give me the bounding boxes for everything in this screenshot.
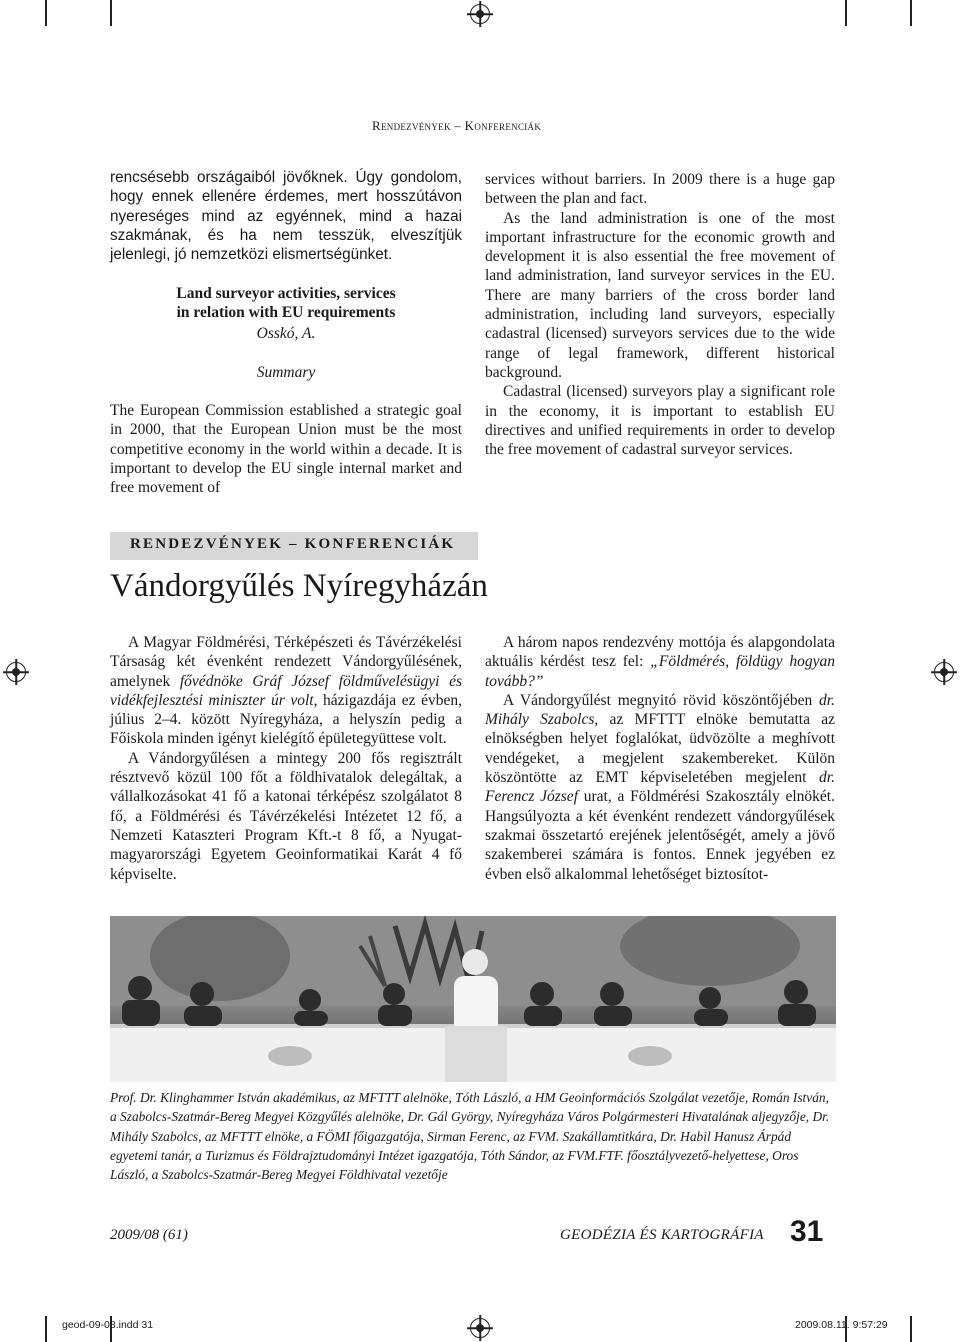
conference-panel-photo [110, 916, 836, 1082]
article-text: urat, a Földmérési Szakosztály elnökét. Hangsúlyozta a két évenként rendezett vándorgyűlések szakmai összetartó erejének jelentőségét, amely a jövő szakemberei számára is fontos. Ennek jegyében ez évben első alkalommal lehetőséget biztosítot- [485, 788, 835, 883]
footer-issue: 2009/08 (61) [110, 1227, 188, 1243]
crop-mark [110, 0, 112, 26]
crop-mark [910, 1316, 912, 1342]
crop-mark [845, 0, 847, 26]
article-title: Vándorgyűlés Nyíregyházán [110, 568, 488, 604]
article-text: , házigazdája ez évben, július 2–4. között Nyíregyháza, a helyszín pedig a Főiskola minden igényt kielégítő épületegyüttese volt. [110, 691, 462, 748]
summary-label: Summary [256, 363, 316, 381]
photo-caption: Prof. Dr. Klinghammer István akadémikus, az MFTTT alelnöke, Tóth László, a HM Geoinformációs Szolgálat vezetője, Román István, a Szabolcs-Szatmár-Bereg Megyei Közgyűlés alelnöke, Dr. Gál György, Nyíregyháza Város Polgármesteri Hivatalának aljegyzője, Dr. Mihály Szabolcs, az MFTTT elnöke, a FÖMI főigazgatója, Sirman Ferenc, az FVM. Szakállamtitkára, Dr. Habil Hanusz Árpád egyetemi tanár, a Turizmus és Földrajztudományi Intézet igazgatója, Tóth Sándor, az FVM.FTF. főosztályvezető-helyettese, Oros László, a Szabolcs-Szatmár-Bereg Megyei Földhivatal vezetője [110, 1090, 830, 1183]
panel-photo-illustration [110, 916, 836, 1082]
article-text: , az MFTTT elnöke bemutatta az elnökségben helyet foglalókat, üdvözölte a meghívott vendégeket, a megjelent szakembereket. Külön köszöntötte az EMT képviseletében megjelent [485, 711, 835, 787]
article-paragraph-4 [485, 691, 835, 884]
running-header: Rendezvények – Konferenciák [372, 118, 542, 133]
crop-mark [910, 0, 912, 26]
article-right-column [485, 633, 835, 884]
summary-paragraph-3: Cadastral (licensed) surveyors play a significant role in the economy, it is important to establish EU directives and unified requirements in order to develop the free movement of cadastral surveyor services. [485, 383, 835, 459]
article-text: A Vándorgyűlést megnyitó rövid köszöntőjében [503, 691, 820, 709]
article-paragraph-2: A Vándorgyűlésen a mintegy 200 fős regisztrált résztvevő közül 100 főt a földhivatalok delegáltak, a vállalkozásokat 41 fő a katonai térképész szolgálatot 8 fő, a Földmérési és Távérzékelési Intézetet 12 fő, a Nemzeti Kataszteri Program Kft.-t 8 fő, a Nyugat-magyarországi Egyetem Geoinformatikai Karát 4 fő képviselte. [110, 749, 462, 883]
english-summary-title-line1: Land surveyor activities, services [176, 285, 396, 303]
summary-paragraph: The European Commission established a strategic goal in 2000, that the European Union must be the most competitive economy in the world within a decade. It is important to develop the EU single internal market and free movement of [110, 402, 462, 497]
article-italic-text: „Földmérés, földügy hogyan tovább?” [485, 653, 835, 690]
article-italic-text: dr. Ferencz József [485, 769, 835, 806]
crop-mark [45, 1316, 47, 1342]
english-summary-title-line2: in relation with EU requirements [176, 304, 396, 322]
author-name: Osskó, A. [256, 325, 316, 343]
article-italic-text: dr. Mihály Szabolcs [485, 691, 835, 729]
slug-file: geod-09-08.indd 31 [62, 1319, 154, 1331]
crop-mark [45, 0, 47, 26]
registration-mark-icon [470, 1318, 490, 1338]
summary-paragraph-2: As the land administration is one of the most important infrastructure for the economic growth and development it is also essential the free movement of land administration, land surveyor services in the EU. There are many barriers of the cross border land administration, including land surveyors, especially cadastral (licensed) surveyors services due to the wide range of legal framework, different historical background. [485, 209, 835, 381]
article-left-column [110, 633, 462, 884]
article-paragraph-3 [485, 633, 835, 691]
section-label: RENDEZVÉNYEK – KONFERENCIÁK [130, 536, 456, 552]
article-italic-text: fővédnöke Gráf József földművelésügyi és vidékfejlesztési miniszter úr volt [110, 672, 462, 709]
registration-mark-icon [470, 4, 490, 24]
article-text: A Magyar Földmérési, Térképészeti és Távérzékelési Társaság két évenként rendezett Vándorgyűlésének, amelynek [110, 634, 462, 690]
article-text: A három napos rendezvény mottója és alapgondolata aktuális kérdést tesz fel: [485, 634, 835, 671]
page-number: 31 [790, 1215, 824, 1248]
top-right-column [485, 170, 835, 459]
summary-paragraph-cont: services without barriers. In 2009 there is a huge gap between the plan and fact. [485, 171, 835, 208]
article-paragraph-1 [110, 633, 462, 749]
intro-paragraph: rencsésebb országaiból jövőknek. Úgy gondolom, hogy ennek ellenére érdemes, mert hosszútávon nyereséges mind az egyénnek, mind a hazai szakmának, és ha nem tesszük, elveszítjük jelenlegi, jó nemzetközi elismertségünket. [110, 169, 462, 264]
top-left-column [110, 168, 462, 498]
footer-journal: GEODÉZIA ÉS KARTOGRÁFIA [560, 1227, 764, 1243]
slug-date: 2009.08.11. 9:57:29 [795, 1319, 888, 1331]
registration-mark-icon [6, 662, 26, 682]
registration-mark-icon [934, 662, 954, 682]
